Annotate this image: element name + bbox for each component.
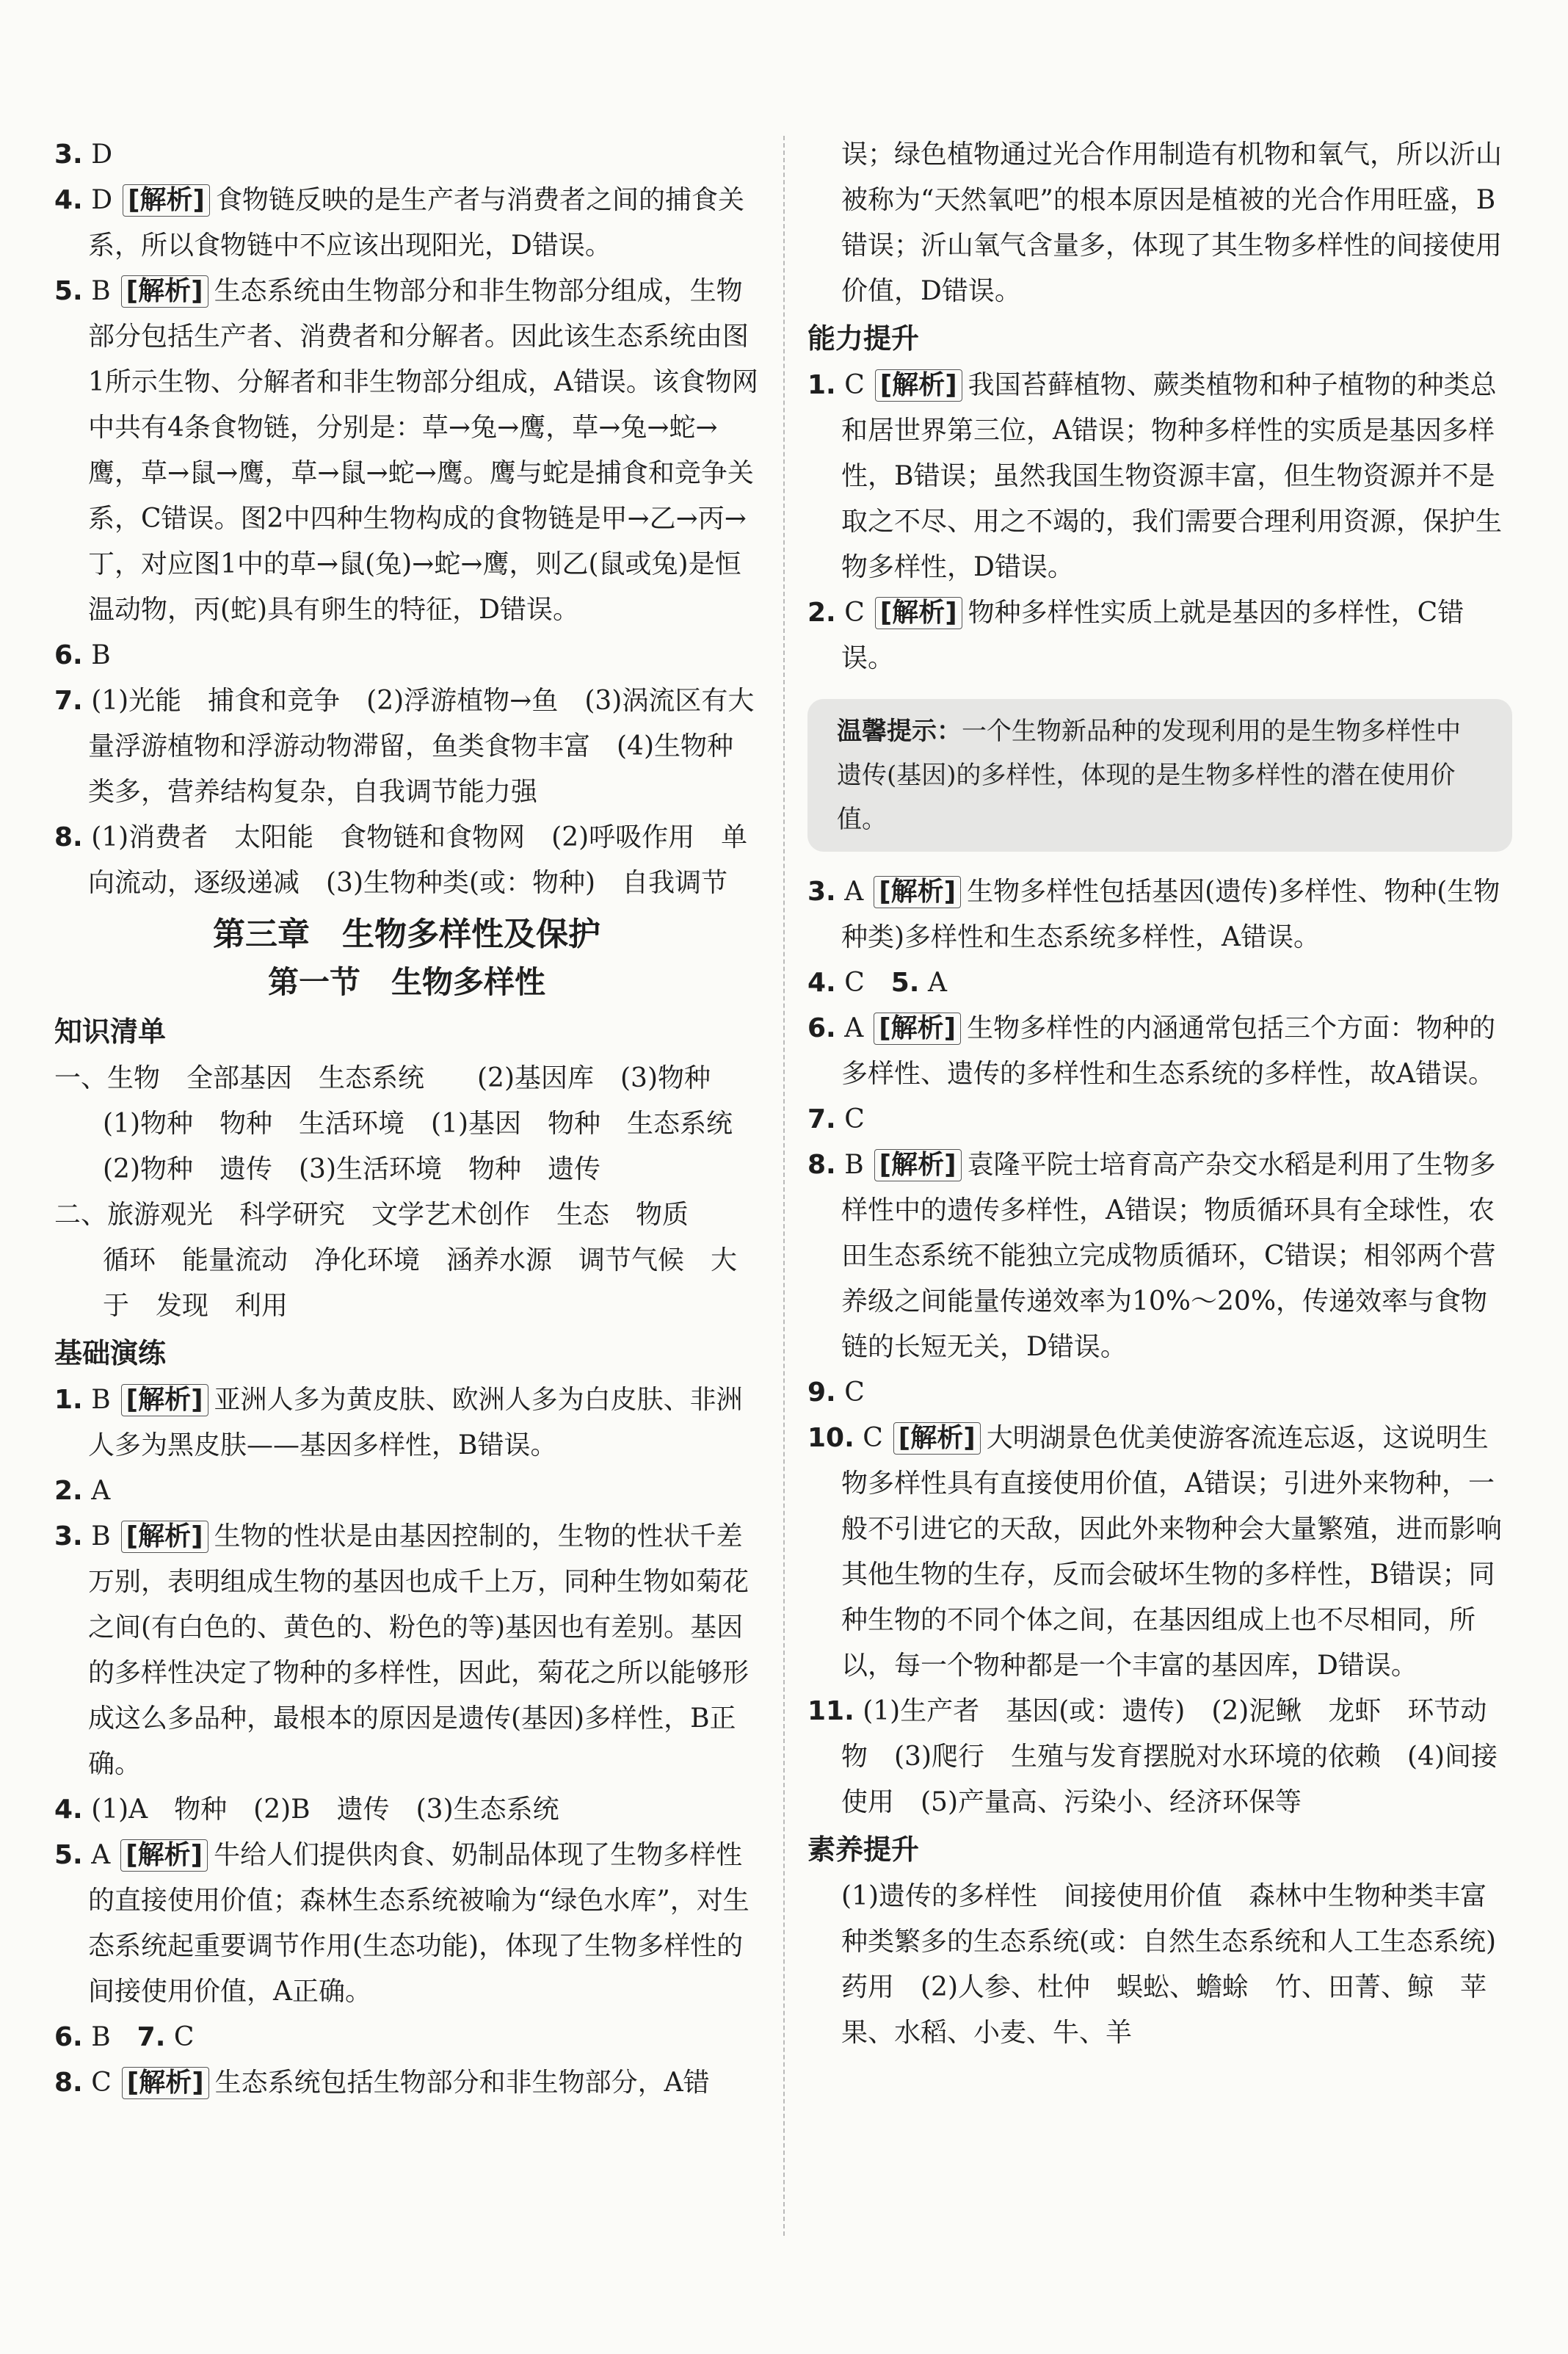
knowledge-line: 二、旅游观光 科学研究 文学艺术创作 生态 物质 [54, 1200, 689, 1230]
item-number: 4. [54, 185, 83, 215]
answer-item [54, 1468, 759, 1514]
answer-choice: B [91, 1385, 111, 1415]
answer-choice: C [844, 598, 865, 628]
left-column [54, 132, 759, 2106]
knowledge-list-2 [54, 1192, 759, 1329]
analysis-text: 亚洲人多为黄皮肤、欧洲人多为白皮肤、非洲人多为黑皮肤——基因多样性，B错误。 [88, 1385, 743, 1460]
item-number: 4. [54, 1795, 83, 1825]
answer-item [54, 269, 759, 633]
answer-choice: B [844, 1150, 864, 1180]
item-number: 4. [807, 968, 836, 998]
answer-choice: B [91, 1521, 111, 1551]
analysis-tag: [解析] [121, 275, 208, 308]
answer-item [54, 815, 759, 906]
item-number: 1. [807, 370, 836, 400]
analysis-tag: [解析] [121, 1384, 208, 1416]
analysis-text: 生态系统由生物部分和非生物部分组成，生物部分包括生产者、消费者和分解者。因此该生态系统由图1所示生物、分解者和非生物部分组成，A错误。该食物网中共有4条食物链，分别是：草→兔→鹰，草→兔→蛇→鹰，草→鼠→鹰，草→鼠→蛇→鹰。鹰与蛇是捕食和竞争关系，C错误。图2中四种生物构成的食物链是甲→乙→丙→丁，对应图1中的草→鼠(兔)→蛇→鹰，则乙(鼠或兔)是恒温动物，丙(蛇)具有卵生的特征，D错误。 [88, 276, 758, 625]
item-number: 6. [54, 640, 83, 670]
item-number: 7. [54, 686, 83, 716]
answer-item [54, 1787, 759, 1833]
answer-item [807, 1006, 1512, 1097]
answer-choice: C [91, 2068, 112, 2098]
analysis-tag: [解析] [893, 1422, 981, 1455]
analysis-text: 生物的性状是由基因控制的，生物的性状千差万别，表明组成生物的基因也成千上万，同种生物如菊花之间(有白色的、黄色的、粉色的等)基因也有差别。基因的多样性决定了物种的多样性，因此，菊花之所以能够形成这么多品种，最根本的原因是遗传(基因)多样性，B正确。 [88, 1521, 749, 1779]
answer-text: B [91, 2022, 111, 2052]
item-number: 10. [807, 1423, 854, 1453]
answer-text: (1)A 物种 (2)B 遗传 (3)生态系统 [91, 1795, 559, 1825]
analysis-tag: [解析] [874, 1149, 962, 1181]
item-number: 11. [807, 1696, 854, 1726]
answer-item [807, 590, 1512, 681]
answer-text: C [173, 2022, 195, 2052]
basic-practice-heading: 基础演练 [54, 1337, 167, 1369]
answer-item [54, 1833, 759, 2015]
answer-item [54, 178, 759, 269]
item-number: 7. [807, 1104, 836, 1134]
answer-item [807, 363, 1512, 590]
item-number: 2. [54, 1476, 83, 1506]
analysis-text: 牛给人们提供肉食、奶制品体现了生物多样性的直接使用价值；森林生态系统被喻为“绿色水库”，对生态系统起重要调节作用(生态功能)，体现了生物多样性的间接使用价值，A正确。 [88, 1840, 749, 2007]
answer-item [807, 869, 1512, 960]
answer-item [807, 1416, 1512, 1689]
tip-label: 温馨提示： [837, 717, 962, 746]
section-title: 第一节 生物多样性 [267, 964, 545, 1000]
tip-box [807, 699, 1512, 852]
analysis-tag: [解析] [121, 1521, 208, 1553]
analysis-tag: [解析] [874, 876, 961, 908]
answer-choice: A [844, 877, 864, 907]
analysis-text: 大明湖景色优美使游客流连忘返，这说明生物多样性具有直接使用价值，A错误；引进外来物种，一般不引进它的天敌，因此外来物种会大量繁殖，进而影响其他生物的生存，反而会破坏生物的多样性，B错误；同种生物的不同个体之间，在基因组成上也不尽相同，所以，每一个物种都是一个丰富的基因库，D错误。 [841, 1423, 1503, 1681]
item-number: 2. [807, 598, 836, 628]
knowledge-list-1 [54, 1056, 759, 1192]
answer-choice: D [91, 185, 113, 215]
answer-item [807, 1370, 1512, 1416]
analysis-text: 袁隆平院士培育高产杂交水稻是利用了生物多样性中的遗传多样性，A错误；物质循环具有全球性，农田生态系统不能独立完成物质循环，C错误；相邻两个营养级之间能量传递效率为10%～20%，传递效率与食物链的长短无关，D错误。 [841, 1150, 1496, 1362]
analysis-text: 食物链反映的是生产者与消费者之间的捕食关系，所以食物链中不应该出现阳光，D错误。 [88, 185, 744, 261]
item-number: 8. [54, 2068, 83, 2098]
analysis-tag: [解析] [875, 369, 962, 402]
analysis-tag: [解析] [875, 597, 962, 629]
item-number: 6. [807, 1013, 836, 1043]
answer-item [54, 132, 759, 178]
answer-text: (1)消费者 太阳能 食物链和食物网 (2)呼吸作用 单向流动，逐级递减 (3)生物种类(或：物种) 自我调节 [88, 822, 748, 898]
answer-text: C [844, 1104, 865, 1134]
answer-item [54, 2015, 759, 2060]
ability-heading: 能力提升 [807, 322, 920, 355]
knowledge-line: 循环 能量流动 净化环境 涵养水源 调节气候 大于 发现 利用 [103, 1245, 738, 1321]
answer-text: D [91, 140, 113, 170]
item-number: 8. [54, 822, 83, 852]
answer-text: C [844, 968, 865, 998]
literacy-heading: 素养提升 [807, 1833, 920, 1866]
item-number: 3. [54, 140, 83, 170]
item-number: 5. [890, 968, 920, 998]
analysis-text: 物种多样性实质上就是基因的多样性，C错误。 [841, 598, 1464, 673]
item-number: 7. [137, 2022, 166, 2052]
analysis-text: 生物多样性的内涵通常包括三个方面：物种的多样性、遗传的多样性和生态系统的多样性，故A错误。 [841, 1013, 1496, 1089]
answer-item [54, 2060, 759, 2106]
answer-text: B [91, 640, 111, 670]
item-number: 8. [807, 1150, 836, 1180]
analysis-tag: [解析] [122, 2067, 209, 2099]
answer-choice: A [91, 1840, 111, 1870]
right-column [807, 132, 1523, 2056]
item-number: 3. [54, 1521, 83, 1551]
analysis-text: 生物多样性包括基因(遗传)多样性、物种(生物种类)多样性和生态系统多样性，A错误。 [841, 877, 1500, 952]
analysis-tag: [解析] [874, 1013, 961, 1045]
chapter-title: 第三章 生物多样性及保护 [213, 916, 600, 953]
item-number: 3. [807, 877, 836, 907]
answer-item [54, 1514, 759, 1787]
answer-text: (1)生产者 基因(或：遗传) (2)泥鳅 龙虾 环节动物 (3)爬行 生殖与发育摆脱对水环境的依赖 (4)间接使用 (5)产量高、污染小、经济环保等 [841, 1696, 1498, 1817]
item-number: 6. [54, 2022, 83, 2052]
item-number: 9. [807, 1377, 836, 1408]
knowledge-heading: 知识清单 [54, 1015, 167, 1048]
analysis-text: 生态系统包括生物部分和非生物部分，A错 [214, 2068, 710, 2098]
analysis-tag: [解析] [120, 1839, 208, 1872]
item-number: 5. [54, 276, 83, 306]
answer-item [807, 1689, 1512, 1825]
answer-text: A [927, 968, 947, 998]
answer-text: C [844, 1377, 865, 1408]
answer-choice: C [863, 1423, 883, 1453]
tip-text: 一个生物新品种的发现利用的是生物多样性中遗传(基因)的多样性，体现的是生物多样性的潜在使用价值。 [837, 717, 1461, 834]
answer-item [807, 1097, 1512, 1142]
answer-item [54, 1377, 759, 1468]
answer-item [54, 678, 759, 815]
analysis-tag: [解析] [123, 184, 210, 217]
knowledge-line: 一、生物 全部基因 生态系统 (2)基因库 (3)物种 [54, 1063, 711, 1093]
answer-text: A [91, 1476, 111, 1506]
answer-item [807, 1142, 1512, 1370]
literacy-text: (1)遗传的多样性 间接使用价值 森林中生物种类丰富 种类繁多的生态系统(或：自然生态系统和人工生态系统) 药用 (2)人参、杜仲 蜈蚣、蟾蜍 竹、田菁、鲸 苹果、水稻、小麦、牛、羊 [841, 1881, 1523, 2048]
knowledge-line: (1)物种 物种 生活环境 (1)基因 物种 生态系统 (2)物种 遗传 (3)生活环境 物种 遗传 [103, 1109, 760, 1184]
item-number: 5. [54, 1840, 83, 1870]
continued-analysis: 误；绿色植物通过光合作用制造有机物和氧气，所以沂山被称为“天然氧吧”的根本原因是植被的光合作用旺盛，B错误；沂山氧气含量多，体现了其生物多样性的间接使用价值，D错误。 [841, 140, 1503, 306]
answer-item [54, 633, 759, 678]
answer-item [807, 960, 1512, 1006]
answer-choice: C [844, 370, 865, 400]
column-divider [783, 136, 786, 2236]
answer-choice: A [844, 1013, 864, 1043]
item-number: 1. [54, 1385, 83, 1415]
answer-text: (1)光能 捕食和竞争 (2)浮游植物→鱼 (3)涡流区有大量浮游植物和浮游动物滞留，鱼类食物丰富 (4)生物种类多，营养结构复杂，自我调节能力强 [88, 686, 755, 807]
answer-choice: B [91, 276, 111, 306]
analysis-text: 我国苔藓植物、蕨类植物和种子植物的种类总和居世界第三位，A错误；物种多样性的实质是基因多样性，B错误；虽然我国生物资源丰富，但生物资源并不是取之不尽、用之不竭的，我们需要合理利用资源，保护生物多样性，D错误。 [841, 370, 1503, 582]
